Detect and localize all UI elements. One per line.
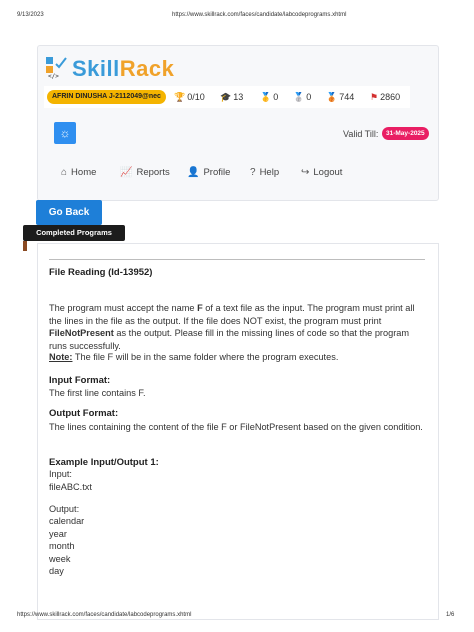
stat-silver	[293, 92, 311, 103]
home-icon: ⌂	[61, 167, 68, 178]
chart-icon: 📈	[120, 167, 133, 178]
stat-points	[370, 92, 400, 103]
example-heading: Example Input/Output 1:	[49, 457, 159, 468]
example-input-label: Input:	[49, 469, 72, 479]
theme-toggle-button[interactable]	[54, 122, 76, 144]
problem-title: File Reading (Id-13952)	[49, 267, 153, 278]
stat-programs	[174, 92, 205, 103]
divider	[49, 259, 425, 260]
note-label: Note:	[49, 352, 73, 362]
output-format-text: The lines containing the content of the file F or FileNotPresent based on the given condition.	[49, 422, 423, 432]
bronze-medal-icon: 🥉	[326, 92, 338, 102]
desc-part-2: of a text file as the input. The program must print all the lines in the file as the output. If the file does NOT exist, the program must print	[49, 303, 415, 326]
svg-text:</>: </>	[48, 73, 59, 79]
nav-logout-label: Logout	[313, 167, 343, 178]
nav-help[interactable]	[250, 167, 279, 178]
question-icon: ?	[250, 167, 256, 178]
logo-text-rack: Rack	[119, 56, 175, 81]
user-badge: AFRIN DINUSHA J-2112049@nec	[47, 90, 166, 104]
footer-url: https://www.skillrack.com/faces/candidate/labcodeprograms.xhtml	[17, 612, 192, 618]
nav-home-label: Home	[71, 167, 97, 178]
valid-till-date: 31-May-2025	[382, 127, 429, 140]
completed-programs-ribbon: Completed Programs	[23, 225, 125, 241]
output-line: day	[49, 566, 64, 576]
stat-points-value: 2860	[380, 92, 401, 102]
nav-reports-label: Reports	[136, 167, 170, 178]
desc-filenotpresent: FileNotPresent	[49, 328, 114, 338]
sun-icon: ☼	[59, 126, 71, 140]
stat-programs-value: 0/10	[187, 92, 205, 102]
graduation-cap-icon: 🎓	[220, 92, 232, 102]
gold-medal-icon: 🥇	[260, 92, 272, 102]
print-url: https://www.skillrack.com/faces/candidate/labcodeprograms.xhtml	[172, 12, 347, 18]
output-line: week	[49, 554, 71, 564]
stat-silver-value: 0	[306, 92, 312, 102]
input-format-text: The first line contains F.	[49, 388, 146, 398]
desc-part-1: The program must accept the name	[49, 303, 198, 313]
footer-page: 1/6	[446, 612, 455, 618]
desc-part-3: as the output. Please fill in the missing lines of code so that the program runs successfully.	[49, 328, 410, 351]
desc-f: F	[197, 303, 203, 313]
go-back-button[interactable]: Go Back	[36, 200, 102, 225]
stat-bronze-value: 744	[339, 92, 355, 102]
ribbon-fold	[23, 241, 27, 251]
skillrack-logo-icon	[46, 57, 70, 79]
flag-icon: ⚑	[370, 92, 379, 102]
output-line: calendar	[49, 516, 85, 526]
silver-medal-icon: 🥈	[293, 92, 305, 102]
nav-help-label: Help	[259, 167, 280, 178]
output-format-heading: Output Format:	[49, 408, 119, 419]
stat-bronze	[326, 92, 354, 103]
problem-note	[49, 352, 338, 362]
example-output-label: Output:	[49, 504, 80, 514]
problem-description	[49, 302, 427, 352]
stat-gold	[260, 92, 278, 103]
input-format-heading: Input Format:	[49, 375, 111, 386]
note-text: The file F will be in the same folder where the program executes.	[72, 352, 339, 362]
output-line: year	[49, 529, 67, 539]
nav-reports[interactable]	[120, 167, 170, 178]
output-line: month	[49, 541, 75, 551]
logo-text-skill: Skill	[72, 56, 120, 81]
nav-profile[interactable]	[187, 167, 230, 178]
print-date: 9/13/2023	[17, 12, 44, 18]
example-input-value: fileABC.txt	[49, 482, 92, 492]
nav-profile-label: Profile	[203, 167, 231, 178]
nav-logout[interactable]	[301, 167, 342, 178]
stat-gold-value: 0	[273, 92, 279, 102]
stat-courses	[220, 92, 243, 103]
stat-courses-value: 13	[233, 92, 244, 102]
skillrack-logo[interactable]	[72, 56, 174, 82]
nav-home[interactable]	[61, 167, 96, 178]
user-icon: 👤	[187, 167, 200, 178]
logout-icon: ↪	[301, 167, 310, 178]
trophy-icon: 🏆	[174, 92, 186, 102]
valid-till-label: Valid Till:	[343, 129, 379, 139]
